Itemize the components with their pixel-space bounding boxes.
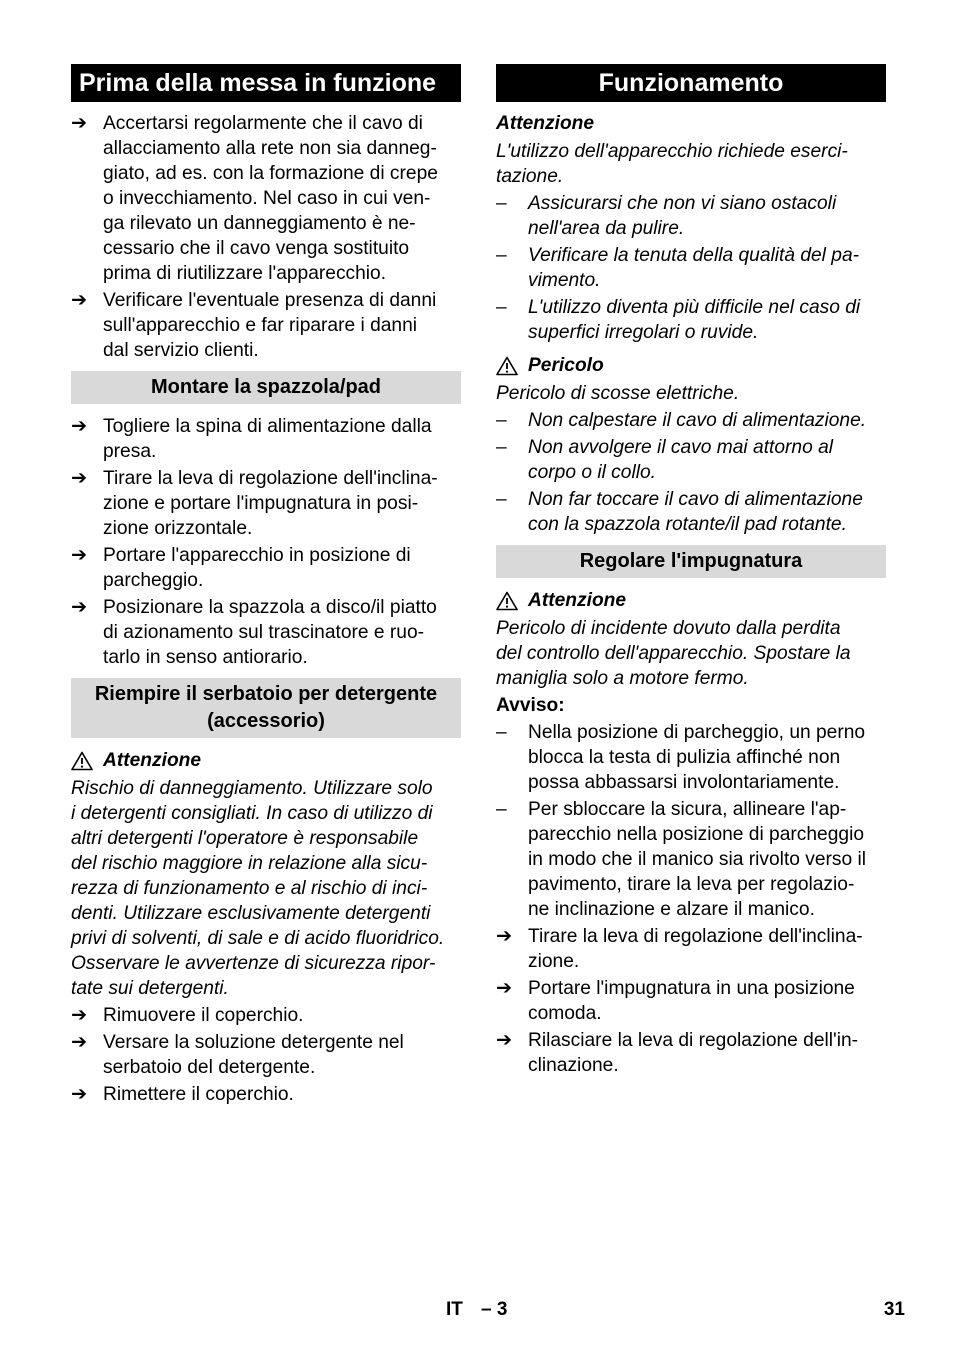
- arrow-right-icon: ➔: [496, 978, 513, 999]
- danger-text: [496, 381, 886, 406]
- attention-title: [496, 111, 886, 136]
- text-line: i detergenti consigliati. In caso di utilizzo di: [71, 803, 433, 824]
- text-line: altri detergenti l'operatore è responsabile: [71, 828, 419, 849]
- text-line: parcheggio.: [103, 570, 204, 591]
- text-line: Per sbloccare la sicura, allineare l'ap-: [528, 799, 847, 820]
- text-line: Portare l'apparecchio in posizione di: [103, 545, 411, 566]
- handle-warning-title: [496, 588, 886, 613]
- list-item-text: [528, 924, 886, 974]
- text-line: parecchio nella posizione di parcheggio: [528, 824, 865, 845]
- text-line: privi di solventi, di sale e di acido fluoridrico.: [71, 928, 445, 949]
- warning-triangle-icon: [496, 591, 518, 611]
- dash-bullet: –: [496, 245, 507, 266]
- left-column: [71, 64, 461, 1109]
- list-item: [71, 543, 461, 593]
- heading-fill-tank: [71, 678, 461, 738]
- footer-section-page: – 3: [481, 1299, 508, 1320]
- list-item: [496, 797, 886, 922]
- list-item: [71, 1003, 461, 1028]
- list-item: [496, 487, 886, 537]
- text-line: cessario che il cavo venga sostituito: [103, 238, 410, 259]
- text-line: Verificare la tenuta della qualità del pa-: [528, 245, 860, 266]
- text-line: di azionamento sul trascinatore e ruo-: [103, 622, 425, 643]
- text-line: Togliere la spina di alimentazione dalla: [103, 416, 432, 437]
- dash-bullet: –: [496, 489, 507, 510]
- brush-list: [71, 414, 461, 670]
- arrow-right-icon: ➔: [71, 468, 88, 489]
- text-line: L'utilizzo dell'apparecchio richiede eserci-: [496, 141, 848, 162]
- arrow-right-icon: ➔: [71, 1084, 88, 1105]
- attention-list: [496, 191, 886, 345]
- list-item: [71, 1082, 461, 1107]
- text-line: Assicurarsi che non vi siano ostacoli: [528, 193, 837, 214]
- intro-list: [71, 111, 461, 363]
- text-line: prima di riutilizzare l'apparecchio.: [103, 263, 387, 284]
- list-item-text: [528, 720, 886, 795]
- text-line: denti. Utilizzare esclusivamente detergenti: [71, 903, 431, 924]
- text-line: allacciamento alla rete non sia danneg-: [103, 138, 437, 159]
- list-item-text: [528, 243, 886, 293]
- text-line: zione.: [528, 951, 580, 972]
- text-line: rezza di funzionamento e al rischio di inci-: [71, 878, 428, 899]
- text-line: nell'area da pulire.: [528, 218, 685, 239]
- list-item: [496, 295, 886, 345]
- arrow-right-icon: ➔: [71, 597, 88, 618]
- list-item: [71, 414, 461, 464]
- text-line: blocca la testa di pulizia affinché non: [528, 747, 841, 768]
- dash-bullet: –: [496, 410, 507, 431]
- heading-operation: Funzionamento: [496, 64, 886, 102]
- list-item: [71, 288, 461, 363]
- list-item-text: [103, 1082, 461, 1107]
- list-item-text: [528, 295, 886, 345]
- warning-triangle-icon: [496, 356, 518, 376]
- list-item-text: [528, 435, 886, 485]
- text-line: superfici irregolari o ruvide.: [528, 322, 759, 343]
- text-line: Rimuovere il coperchio.: [103, 1005, 304, 1026]
- list-item-text: [103, 595, 461, 670]
- list-item: [71, 466, 461, 541]
- dash-bullet: –: [496, 297, 507, 318]
- text-line: con la spazzola rotante/il pad rotante.: [528, 514, 847, 535]
- text-line: Posizionare la spazzola a disco/il piatto: [103, 597, 437, 618]
- footer-language: IT: [446, 1299, 463, 1320]
- text-line: corpo o il collo.: [528, 462, 656, 483]
- warning-triangle-icon: [71, 751, 93, 771]
- list-item-text: [528, 191, 886, 241]
- tank-warning-title: [71, 748, 461, 773]
- danger-title: [496, 353, 886, 378]
- text-line: del rischio maggiore in relazione alla sicu-: [71, 853, 428, 874]
- list-item: [71, 111, 461, 286]
- text-line: Nella posizione di parcheggio, un perno: [528, 722, 866, 743]
- list-item-text: [103, 543, 461, 593]
- list-item: [496, 435, 886, 485]
- text-line: Portare l'impugnatura in una posizione: [528, 978, 855, 999]
- text-line: vimento.: [528, 270, 601, 291]
- list-item-text: [528, 797, 886, 922]
- text-line: Pericolo di scosse elettriche.: [496, 383, 740, 404]
- text-line: tate sui detergenti.: [71, 978, 229, 999]
- tank-warning-text: [71, 776, 461, 1001]
- text-line: tarlo in senso antiorario.: [103, 647, 308, 668]
- list-item-text: [103, 1030, 461, 1080]
- handle-warning-text: [496, 616, 886, 691]
- text-line: L'utilizzo diventa più difficile nel caso di: [528, 297, 861, 318]
- list-item: [496, 1028, 886, 1078]
- arrow-right-icon: ➔: [71, 545, 88, 566]
- text-line: clinazione.: [528, 1055, 619, 1076]
- list-item: [496, 976, 886, 1026]
- text-line: ga rilevato un danneggiamento è ne-: [103, 213, 416, 234]
- arrow-right-icon: ➔: [496, 926, 513, 947]
- list-item-text: [528, 976, 886, 1026]
- heading-adjust-handle: Regolare l'impugnatura: [496, 545, 886, 578]
- text-line: possa abbassarsi involontariamente.: [528, 772, 840, 793]
- list-item: [496, 408, 886, 433]
- text-line: Versare la soluzione detergente nel: [103, 1032, 404, 1053]
- text-line: Non avvolgere il cavo mai attorno al: [528, 437, 834, 458]
- text-line: Rischio di danneggiamento. Utilizzare solo: [71, 778, 433, 799]
- right-column: [496, 64, 886, 1080]
- list-item-text: [528, 487, 886, 537]
- text-line: Rilasciare la leva di regolazione dell'in-: [528, 1030, 859, 1051]
- list-item-text: [528, 408, 886, 433]
- text-line: pavimento, tirare la leva per regolazio-: [528, 874, 855, 895]
- tank-warning-label: Attenzione: [103, 750, 202, 771]
- arrow-right-icon: ➔: [71, 1032, 88, 1053]
- text-line: comoda.: [528, 1003, 602, 1024]
- text-line: presa.: [103, 441, 157, 462]
- text-line: serbatoio del detergente.: [103, 1057, 316, 1078]
- text-line: del controllo dell'apparecchio. Spostare la: [496, 643, 851, 664]
- handle-list: [496, 924, 886, 1078]
- text-line: zione orizzontale.: [103, 518, 253, 539]
- dash-bullet: –: [496, 799, 507, 820]
- dash-bullet: –: [496, 722, 507, 743]
- arrow-right-icon: ➔: [71, 113, 88, 134]
- text-line: Riempire il serbatoio per detergente: [94, 683, 438, 705]
- text-line: sull'apparecchio e far riparare i danni: [103, 315, 418, 336]
- arrow-right-icon: ➔: [71, 290, 88, 311]
- list-item-text: [103, 1003, 461, 1028]
- tank-list: [71, 1003, 461, 1107]
- text-line: Pericolo di incidente dovuto dalla perdita: [496, 618, 841, 639]
- list-item: [496, 243, 886, 293]
- text-line: Tirare la leva di regolazione dell'inclina-: [103, 468, 438, 489]
- text-line: Accertarsi regolarmente che il cavo di: [103, 113, 423, 134]
- list-item: [71, 595, 461, 670]
- list-item-text: [528, 1028, 886, 1078]
- danger-label: Pericolo: [528, 355, 604, 376]
- text-line: maniglia solo a motore fermo.: [496, 668, 749, 689]
- text-line: o invecchiamento. Nel caso in cui ven-: [103, 188, 431, 209]
- list-item: [496, 924, 886, 974]
- text-line: Non calpestare il cavo di alimentazione.: [528, 410, 867, 431]
- list-item-text: [103, 111, 461, 286]
- page-number: 31: [883, 1299, 905, 1320]
- list-item: [496, 720, 886, 795]
- list-item: [496, 191, 886, 241]
- text-line: dal servizio clienti.: [103, 340, 259, 361]
- text-line: ne inclinazione e alzare il manico.: [528, 899, 815, 920]
- text-line: (accessorio): [207, 710, 325, 732]
- arrow-right-icon: ➔: [496, 1030, 513, 1051]
- arrow-right-icon: ➔: [71, 416, 88, 437]
- list-item-text: [103, 288, 461, 363]
- text-line: in modo che il manico sia rivolto verso il: [528, 849, 867, 870]
- list-item-text: [103, 414, 461, 464]
- text-line: Osservare le avvertenze di sicurezza ripor-: [71, 953, 436, 974]
- danger-list: [496, 408, 886, 537]
- text-line: tazione.: [496, 166, 564, 187]
- attention-text: [496, 139, 886, 189]
- list-item: [71, 1030, 461, 1080]
- text-line: Verificare l'eventuale presenza di danni: [103, 290, 437, 311]
- handle-warning-label: Attenzione: [528, 590, 627, 611]
- notice-label: Avviso:: [496, 695, 565, 716]
- text-line: Tirare la leva di regolazione dell'inclina-: [528, 926, 863, 947]
- attention-label: Attenzione: [496, 113, 595, 134]
- text-line: giato, ad es. con la formazione di crepe: [103, 163, 438, 184]
- arrow-right-icon: ➔: [71, 1005, 88, 1026]
- text-line: Rimettere il coperchio.: [103, 1084, 294, 1105]
- text-line: Non far toccare il cavo di alimentazione: [528, 489, 863, 510]
- dash-bullet: –: [496, 193, 507, 214]
- list-item-text: [103, 466, 461, 541]
- dash-bullet: –: [496, 437, 507, 458]
- heading-mount-brush: Montare la spazzola/pad: [71, 371, 461, 404]
- heading-before-use: Prima della messa in funzione: [71, 64, 461, 102]
- notice-list: [496, 720, 886, 922]
- text-line: zione e portare l'impugnatura in posi-: [103, 493, 419, 514]
